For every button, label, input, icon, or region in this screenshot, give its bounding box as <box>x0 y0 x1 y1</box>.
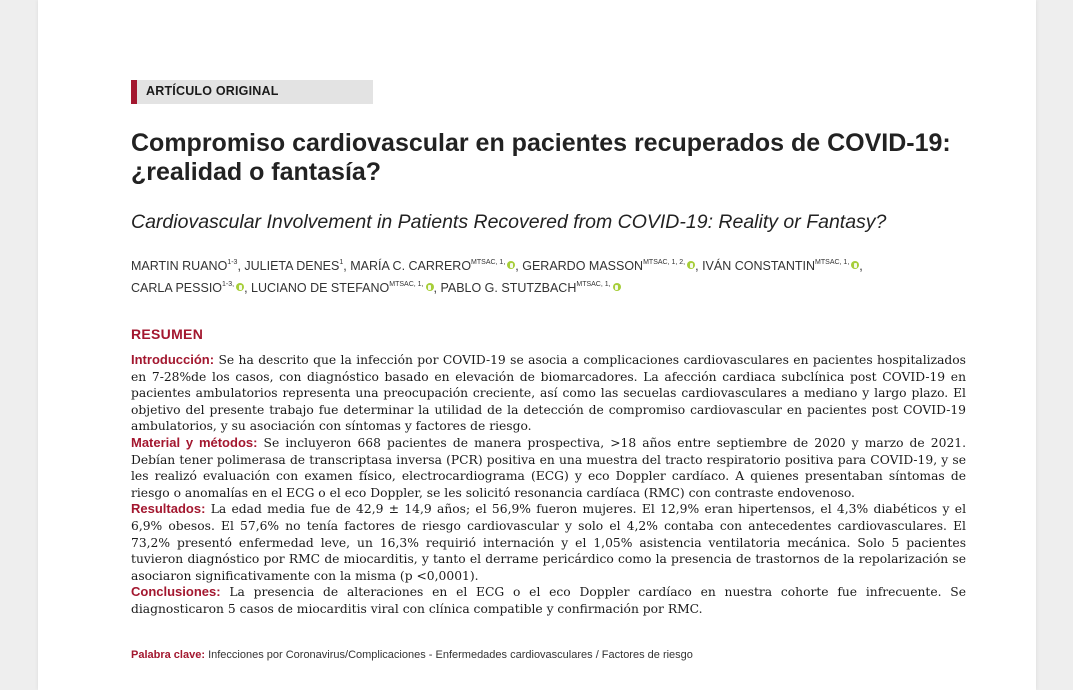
orcid-icon[interactable] <box>426 283 434 291</box>
introduction-label: Introducción: <box>131 352 215 367</box>
orcid-icon[interactable] <box>507 261 515 269</box>
introduction-text: Se ha descrito que la infección por COVID-19 se asocia a complicaciones cardiovasculares en pacientes hospitalizados en 7-28%de los casos, con diagnóstico basado en elevación de biomarcadores. La afección cardiaca subclínica post COVID-19 en pacientes ambulatorios representa una preocupación creciente, así como las secuelas cardiovasculares a mediano y largo plazo. El objetivo del presente trabajo fue determinar la utilidad de la detección de compromiso cardiovascular en pacientes post COVID-19 ambulatorios, y su asociación con síntomas y factores de riesgo. <box>131 353 966 434</box>
conclusions-label: Conclusiones: <box>131 584 221 600</box>
author[interactable]: JULIETA DENES$^1$ <box>244 259 344 273</box>
author[interactable]: GERARDO $MASSON^{MTSAC, 1, 2,}$ <box>522 259 695 273</box>
abstract-heading: RESUMEN <box>131 326 204 342</box>
article-subtitle: Cardiovascular Involvement in Patients Recovered from COVID-19: Reality or Fantasy? <box>131 211 887 233</box>
author[interactable]: CARLA $PESSIO^{1-3,}$ <box>131 281 244 295</box>
methods-text: Se incluyeron 668 pacientes de manera prospectiva, >18 años entre septiembre de 2020 y marzo de 2021. Debían tener polimerasa de transcriptasa inversa (PCR) positiva en una muestra del tracto respiratorio positiva para COVID-19, y se les realizó evaluación con examen físico, electrocardiograma (ECG) y eco Doppler cardíaco. A quienes presentaban síntomas de riesgo o anomalías en el ECG o el eco Doppler, se les solicitó resonancia cardíaca (RMC) con contraste endovenoso. <box>131 435 966 500</box>
orcid-icon[interactable] <box>851 261 859 269</box>
article-title: Compromiso cardiovascular en pacientes recuperados de COVID-19: ¿realidad o fantasía? <box>131 129 951 186</box>
conclusions-text: La presencia de alteraciones en el ECG o el eco Doppler cardíaco en nuestra cohorte fue infrecuente. Se diagnosticaron 5 casos de miocarditis viral con clínica compatible y confirmación por RMC. <box>131 585 966 616</box>
section-label-text: ARTÍCULO ORIGINAL <box>146 84 279 98</box>
abstract-introduction <box>131 352 966 435</box>
orcid-icon[interactable] <box>236 283 244 291</box>
section-label <box>131 80 373 104</box>
author-list: MARTIN RUANO$^{1-3}$, JULIETA DENES$^1$, MARÍA C. $CARRERO^{MTSAC, 1,}$ , GERARDO $MASSON^{MTSAC, 1, 2,}$ , IVÁN $CONSTANTIN^{MTSAC, 1,}$ , CARLA $PESSIO^{1-3,}$ , LUCIANO DE $STEFANO^{MTSAC, 1,}$ , PABLO G. $STUTZBACH^{MTSAC, 1,}$ <box>131 259 863 295</box>
keywords <box>131 649 966 661</box>
author[interactable]: MARTIN RUANO$^{1-3}$ <box>131 259 238 273</box>
article-page <box>38 0 1036 690</box>
abstract-body <box>131 352 966 618</box>
orcid-icon[interactable] <box>687 261 695 269</box>
author[interactable]: IVÁN $CONSTANTIN^{MTSAC, 1,}$ <box>702 259 859 273</box>
author[interactable]: LUCIANO DE $STEFANO^{MTSAC, 1,}$ <box>251 281 433 295</box>
author[interactable]: PABLO G. $STUTZBACH^{MTSAC, 1,}$ <box>440 281 620 295</box>
author[interactable]: MARÍA C. $CARRERO^{MTSAC, 1,}$ <box>350 259 515 273</box>
abstract-results <box>131 501 966 584</box>
results-label: Resultados: <box>131 501 206 517</box>
orcid-icon[interactable] <box>613 283 621 291</box>
abstract-conclusions <box>131 584 966 617</box>
methods-label: Material y métodos: <box>131 434 258 450</box>
keywords-text: Infecciones por Coronavirus/Complicaciones - Enfermedades cardiovasculares / Factores de riesgo <box>208 649 693 661</box>
abstract-methods <box>131 435 966 501</box>
results-text: La edad media fue de 42,9 ± 14,9 años; el 56,9% fueron mujeres. El 12,9% eran hipertensos, el 4,3% diabéticos y el 6,9% obesos. El 57,6% no tenía factores de riesgo cardiovascular y solo el 4,2% contaba con antecedentes cardiovasculares. El 73,2% presentó enfermedad leve, un 16,3% requirió internación y el 1,05% asistencia ventilatoria mecánica. Solo 5 pacientes tuvieron diagnóstico por RMC de miocarditis, y tanto el derrame pericárdico como la presencia de trastornos de la repolarización se asociaron significativamente con la misma (p <0,0001). <box>131 502 966 583</box>
keywords-label: Palabra clave: <box>131 649 205 661</box>
